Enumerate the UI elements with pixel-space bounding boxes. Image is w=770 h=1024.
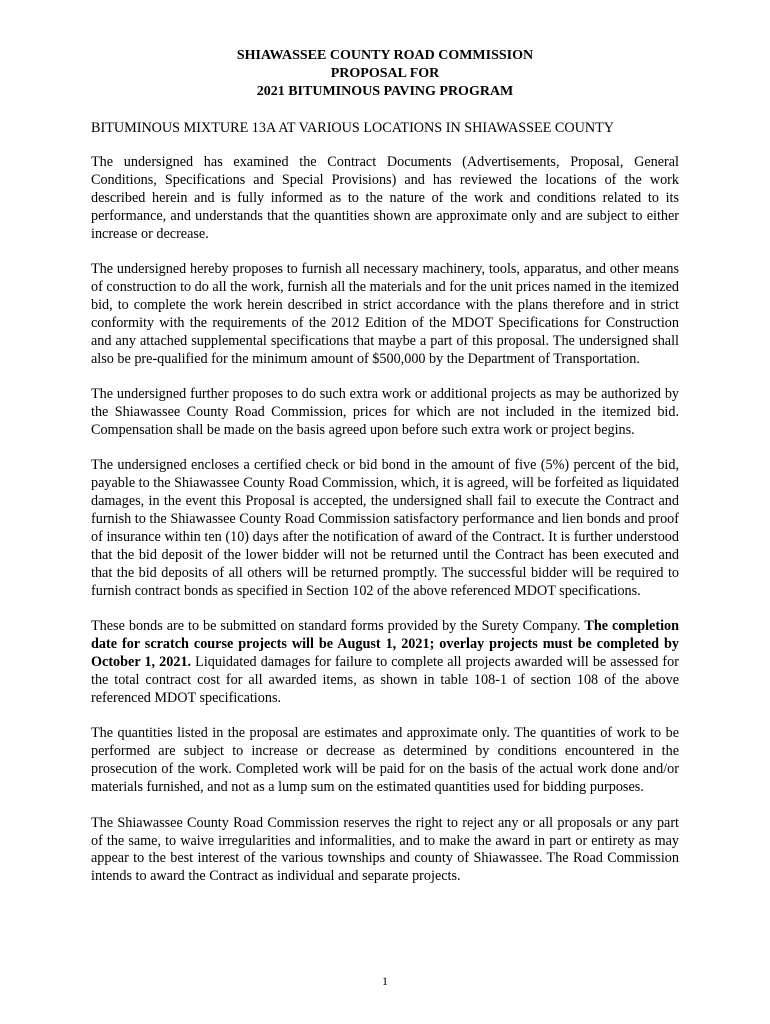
paragraph-proposal-terms: The undersigned hereby proposes to furnish all necessary machinery, tools, apparatus, and other means of construction to do all the work, furnish all the materials and for the unit prices named in the itemized bid, to complete the work herein described in strict accordance with the plans therefore and in strict conformity with the requirements of the 2012 Edition of the MDOT Specifications for Construction and any attached supplemental specifications that maybe a part of this proposal. The undersigned shall also be pre-qualified for the minimum amount of $500,000 by the Department of Transportation.: [91, 261, 679, 367]
paragraph-quantities: The quantities listed in the proposal are estimates and approximate only. The quantities of work to be performed are subject to increase or decrease as determined by conditions encountered in the prosecution of the work. Completed work will be paid for on the basis of the actual work done and/or materials furnished, and not as a lump sum on the estimated quantities used for bidding purposes.: [91, 725, 679, 796]
document-subject: BITUMINOUS MIXTURE 13A AT VARIOUS LOCATIONS IN SHIAWASSEE COUNTY: [91, 120, 615, 136]
paragraph-examination: The undersigned has examined the Contract Documents (Advertisements, Proposal, General Conditions, Specifications and Special Provisions) and has reviewed the locations of the work described herein and is fully informed as to the nature of the work and conditions related to its performance, and understands that the quantities shown are approximate only and are subject to either increase or decrease.: [91, 154, 679, 242]
document-body: [91, 154, 679, 904]
paragraph-bid-bond: The undersigned encloses a certified check or bid bond in the amount of five (5%) percent of the bid, payable to the Shiawassee County Road Commission, which, it is agreed, will be forfeited as liquidated damages, in the event this Proposal is accepted, the undersigned shall fail to execute the Contract and furnish to the Shiawassee County Road Commission satisfactory performance and lien bonds and proof of insurance within ten (10) days after the notification of award of the Contract. It is further understood that the bid deposit of the lower bidder will not be returned until the Contract has been executed and that the bid deposits of all others will be returned promptly. The successful bidder will be required to furnish contract bonds as specified in Section 102 of the above referenced MDOT specifications.: [91, 457, 679, 599]
page-number: 1: [382, 974, 388, 988]
paragraph-extra-work: The undersigned further proposes to do such extra work or additional projects as may be authorized by the Shiawassee County Road Commission, prices for which are not included in the itemized bid. Compensation shall be made on the basis agreed upon before such extra work or project begins.: [91, 386, 679, 438]
paragraph-bonds-completion: [91, 618, 679, 708]
paragraph-liquidated-damages: Liquidated damages for failure to complete all projects awarded will be assessed for the total contract cost for all awarded items, as shown in table 108-1 of section 108 of the above referenced MDOT specifications.: [91, 654, 679, 706]
paragraph-bonds-intro: These bonds are to be submitted on standard forms provided by the Surety Company.: [91, 618, 585, 635]
paragraph-reservation-of-rights: The Shiawassee County Road Commission reserves the right to reject any or all proposals or any part of the same, to waive irregularities and informalities, and to make the award in part or entirety as may appear to the best interest of the various townships and county of Shiawassee. The Road Commission intends to award the Contract as individual and separate projects.: [91, 814, 679, 885]
header-proposal-for: PROPOSAL FOR: [330, 66, 440, 81]
completion-dates-notice: The completion date for scratch course projects will be August 1, 2021; overlay projects must be completed by October 1, 2021.: [91, 618, 679, 671]
header-program-title: 2021 BITUMINOUS PAVING PROGRAM: [256, 84, 514, 99]
header-organization: SHIAWASSEE COUNTY ROAD COMMISSION: [236, 48, 534, 63]
document-header: [0, 47, 770, 101]
